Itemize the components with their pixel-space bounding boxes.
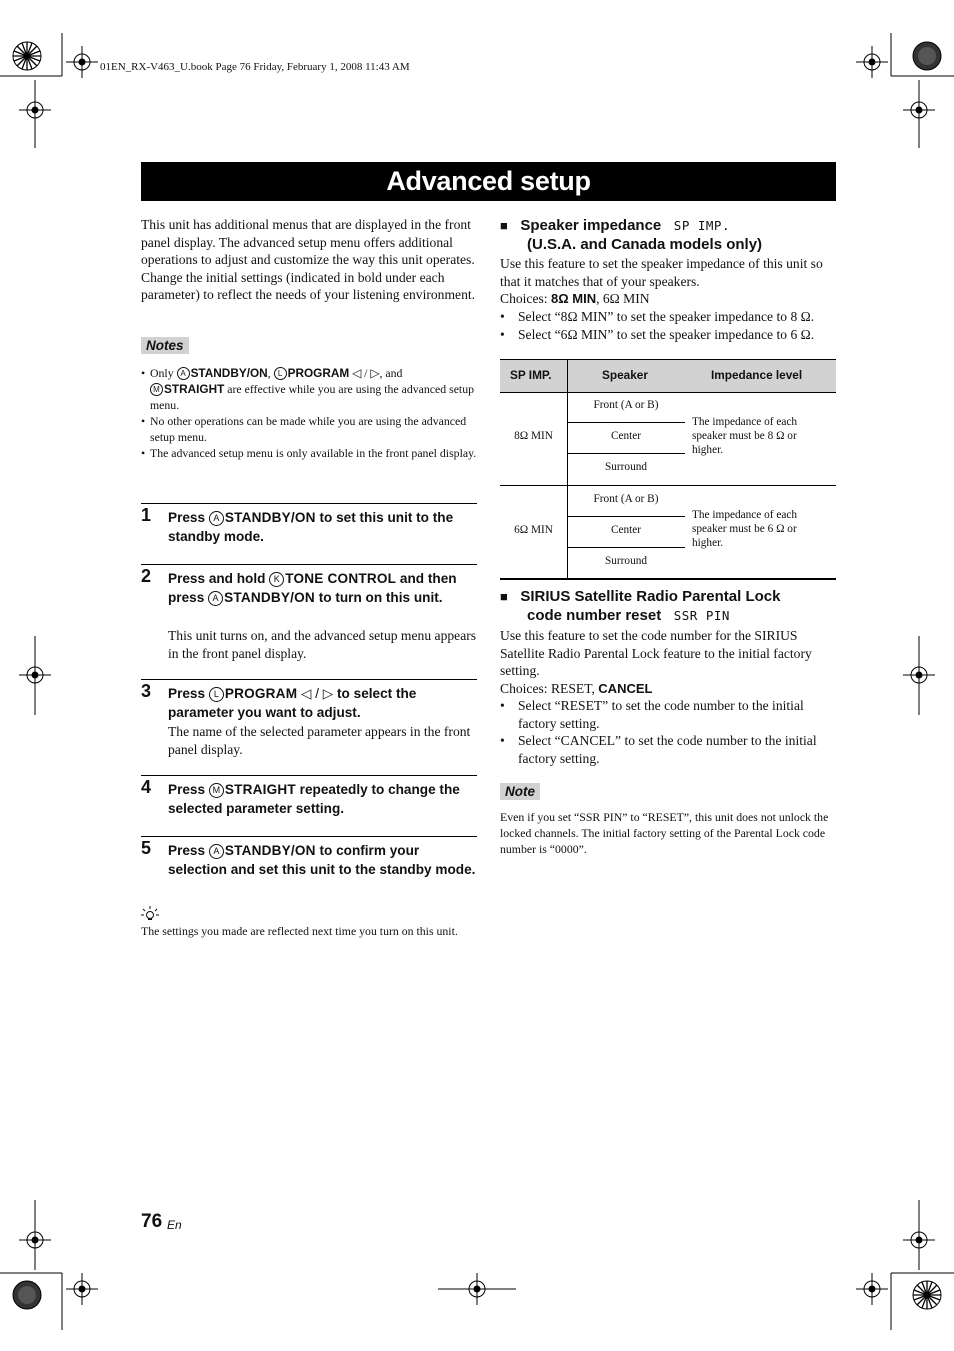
table-cell-speaker: Surround [604, 555, 648, 567]
notes-label-box [141, 337, 189, 355]
speaker-impedance-choices [500, 290, 836, 308]
key-a-icon: A [208, 591, 223, 606]
program-label: PROGRAM [224, 686, 298, 701]
table-divider [567, 422, 685, 423]
straight-label: STRAIGHT [224, 782, 296, 797]
heading-text: (U.S.A. and Canada models only) [527, 236, 763, 253]
page-language: En [167, 1218, 182, 1232]
standby-label: STANDBY/ON [224, 843, 316, 858]
note-item: • The advanced setup menu is only available in the front panel display. [141, 445, 477, 461]
key-k-icon: K [269, 572, 284, 587]
table-cell-speaker: Center [610, 430, 642, 442]
step-divider [141, 503, 477, 504]
intro-paragraph: This unit has additional menus that are displayed in the front panel display. The advanced setup menu offers additional operations to adjust and customize the way this unit operates. Change the initial settings (indicated in bold under each parameter) to reflect the needs of your listening environment. [141, 217, 476, 303]
key-l-icon: L [209, 687, 224, 702]
list-item: • Select “RESET” to set the code number to the initial factory setting. [500, 698, 804, 731]
page-title: Advanced setup [141, 162, 836, 201]
bullet-text: Select “8Ω MIN” to set the speaker impedance to 8 Ω. [518, 309, 815, 324]
arrows-label: ◁ / ▷ [301, 686, 334, 701]
note-text: Only [150, 366, 174, 380]
sirius-choices [500, 680, 836, 698]
key-a-icon: A [177, 367, 190, 380]
step-text: Press [168, 782, 209, 797]
step-1-text [168, 508, 478, 546]
heading-text: Speaker impedance [520, 217, 662, 234]
speaker-impedance-body: Use this feature to set the speaker impedance of this unit so that it matches that of your speakers. [500, 256, 823, 289]
table-cell-speaker: Front (A or B) [593, 399, 659, 411]
choices-label: Choices: [500, 291, 551, 306]
table-cell-speaker: Center [610, 524, 642, 536]
table-cell-speaker: Surround [604, 461, 648, 473]
note-item: • Only A STANDBY/ON, L PROGRAM ◁ / ▷, and M STRAIGHT are effective while you are using the advanced setup menu. [141, 365, 477, 413]
step-divider [141, 836, 477, 837]
list-item: • Select “8Ω MIN” to set the speaker impedance to 8 Ω. [500, 309, 815, 324]
note-label-box [500, 783, 540, 801]
step-text: Press and hold [168, 571, 270, 586]
key-m-icon: M [209, 783, 224, 798]
arrows-label: ◁ / ▷ [352, 366, 380, 380]
heading-text: SIRIUS Satellite Radio Parental Lock [520, 588, 781, 605]
step-text: to set this unit to the standby mode. [168, 510, 454, 544]
table-bottom-rule [500, 578, 836, 580]
lcd-label: SSR PIN [673, 608, 730, 623]
notes-list [141, 365, 477, 461]
step-text: to confirm your selection and set this unit to the standby mode. [168, 843, 476, 877]
standby-label: STANDBY/ON [224, 590, 315, 605]
step-number: 1 [141, 505, 152, 525]
straight-label: STRAIGHT [164, 382, 225, 396]
step-text: Press [168, 510, 209, 525]
table-cell-level: The impedance of each speaker must be 6 Ω or higher. [692, 509, 798, 549]
lightbulb-icon [141, 906, 159, 920]
key-l-icon: L [274, 367, 287, 380]
page-number: 76 [141, 1211, 163, 1232]
sirius-heading [500, 587, 840, 625]
step-text: to turn on this unit. [314, 590, 443, 605]
note-item: • No other operations can be made while you are using the advanced setup menu. [141, 413, 477, 445]
note-text: are effective while you are using the advanced setup menu. [150, 382, 475, 412]
standby-label: STANDBY/ON [190, 366, 268, 380]
key-a-icon: A [209, 844, 224, 859]
table-cell-setting: 8Ω MIN [514, 430, 553, 442]
table-cell-setting: 6Ω MIN [514, 524, 553, 536]
step-4-text [168, 780, 478, 818]
notes-label: Notes [141, 337, 189, 354]
default-choice: 8Ω MIN [550, 291, 597, 306]
sirius-body: Use this feature to set the code number for the SIRIUS Satellite Radio Parental Lock feature to the initial factory setting. [500, 628, 812, 679]
table-header-cell: SP IMP. [510, 368, 552, 382]
table-divider [567, 453, 685, 454]
key-m-icon: M [150, 383, 163, 396]
step-number: 4 [141, 777, 152, 797]
step-text: Press [168, 843, 209, 858]
step-2-text [168, 569, 478, 607]
step-number: 3 [141, 681, 152, 701]
step-text: Press [168, 686, 209, 701]
table-cell-speaker: Front (A or B) [593, 493, 659, 505]
square-bullet-icon: ■ [500, 589, 508, 604]
standby-label: STANDBY/ON [224, 510, 316, 525]
table-cell-level: The impedance of each speaker must be 8 Ω or higher. [692, 416, 798, 456]
bullet-text: Select “CANCEL” to set the code number to the initial factory setting. [518, 733, 817, 766]
table-divider [500, 485, 836, 486]
choices-label: Choices: RESET, [500, 681, 599, 696]
tip-text: The settings you made are reflected next time you turn on this unit. [141, 924, 458, 938]
choices-rest: , 6Ω MIN [596, 291, 650, 306]
step-2-sub: This unit turns on, and the advanced setup menu appears in the front panel display. [168, 628, 477, 661]
heading-text: code number reset [527, 607, 662, 624]
program-label: PROGRAM [287, 366, 350, 380]
table-header-cell: Impedance level [711, 368, 803, 382]
step-text: repeatedly to change the selected parameter setting. [168, 782, 460, 816]
tone-control-label: TONE CONTROL [285, 571, 397, 586]
speaker-impedance-heading [500, 216, 840, 254]
table-divider [567, 547, 685, 548]
lcd-label: SP IMP. [673, 218, 730, 233]
step-3-sub: The name of the selected parameter appears in the front panel display. [168, 724, 471, 757]
key-a-icon: A [209, 511, 224, 526]
default-choice: CANCEL [598, 681, 653, 696]
step-divider [141, 775, 477, 776]
table-header [500, 359, 836, 393]
list-item: • Select “6Ω MIN” to set the speaker impedance to 6 Ω. [500, 326, 815, 342]
bullet-text: Select “6Ω MIN” to set the speaker impedance to 6 Ω. [518, 326, 815, 342]
step-3-text [168, 684, 478, 722]
table-header-cell: Speaker [602, 368, 648, 382]
step-divider [141, 564, 477, 565]
step-text: and then press [168, 571, 457, 605]
note-text: Even if you set “SSR PIN” to “RESET”, this unit does not unlock the locked channels. The initial factory setting of the Parental Lock code number is “0000”. [500, 810, 829, 856]
step-number: 5 [141, 838, 152, 858]
bullet-text: Select “RESET” to set the code number to the initial factory setting. [518, 698, 804, 731]
table-divider [567, 516, 685, 517]
speaker-impedance-bullets [500, 308, 840, 343]
note-text: , and [379, 366, 403, 380]
step-5-text [168, 841, 478, 879]
note-label: Note [500, 783, 540, 800]
square-bullet-icon: ■ [500, 218, 508, 233]
list-item: • Select “CANCEL” to set the code number to the initial factory setting. [500, 733, 817, 766]
step-number: 2 [141, 566, 152, 586]
sirius-bullets [500, 697, 836, 767]
step-divider [141, 679, 477, 680]
step-text: to select the parameter you want to adjust. [168, 686, 417, 720]
file-header: 01EN_RX-V463_U.book Page 76 Friday, February 1, 2008 11:43 AM [100, 61, 410, 73]
